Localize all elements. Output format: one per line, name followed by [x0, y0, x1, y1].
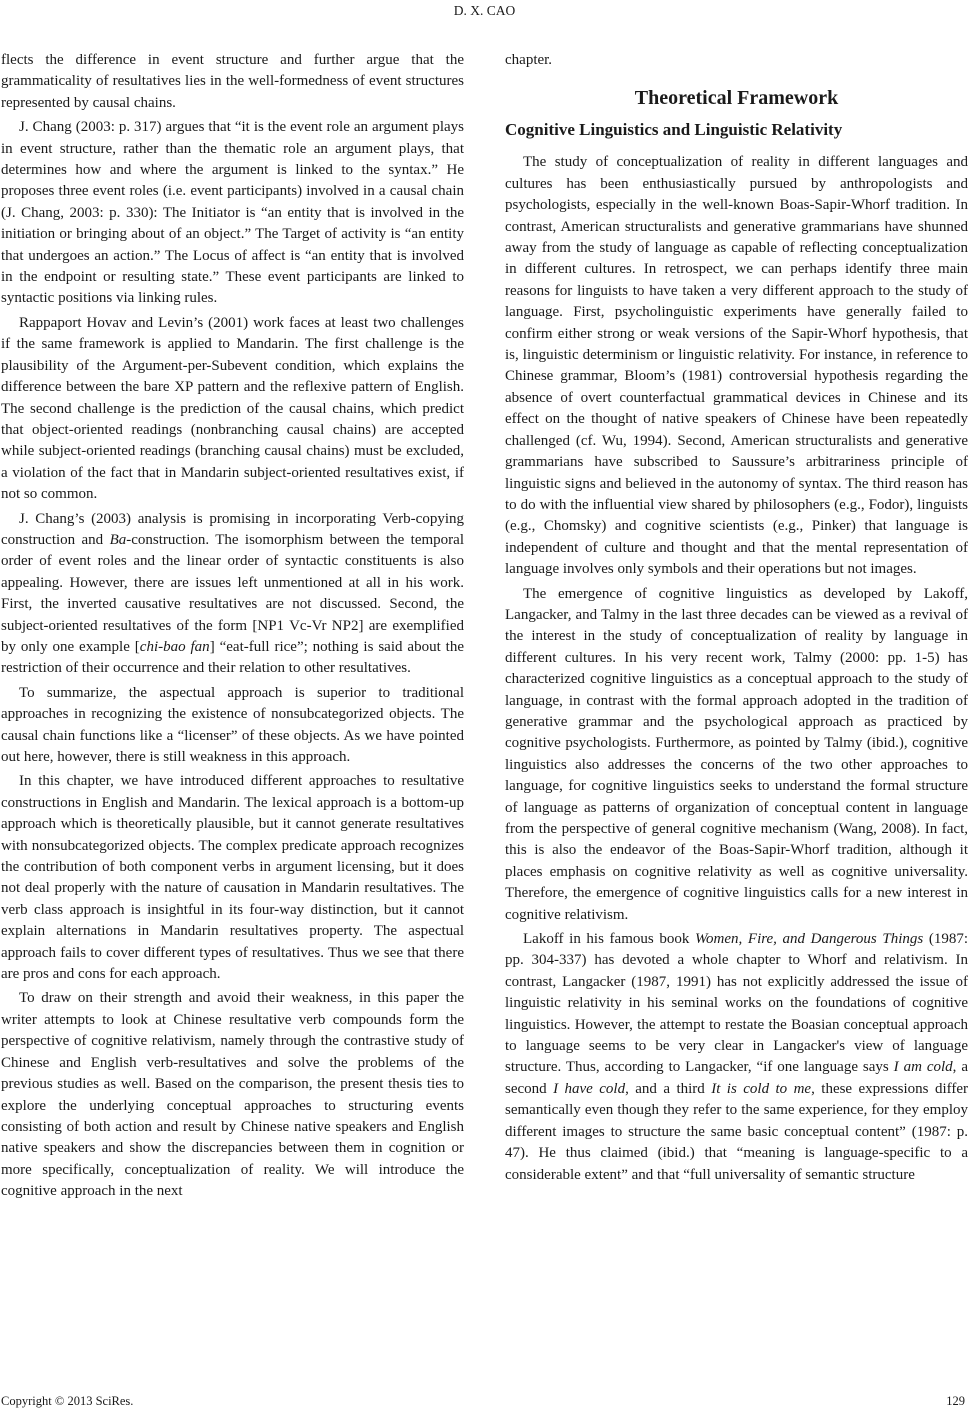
text-run: , and a third	[625, 1080, 712, 1097]
copyright-notice: Copyright © 2013 SciRes.	[1, 1394, 134, 1408]
right-column	[505, 50, 968, 1186]
paragraph-rappaport-challenges: Rappaport Hovav and Levin’s (2001) work faces at least two challenges if the same framework is applied to Mandarin. The first challenge is the plausibility of the Argument-per-Subevent condition, which explains the difference between the bare XP pattern and the reflexive pattern of English. The second challenge is the prediction of the causal chains, which predict that object-oriented readings (nonbranching causal chains) are accepted while subject-oriented readings (branching causal chains) must be excluded, a violation of the fact that in Mandarin subject-oriented resultatives exist, if not so common.	[1, 314, 464, 503]
italic-term: Ba	[109, 531, 127, 548]
text-run: , these expressions differ semantically even though they refer to the same experience, for they employ different images to structure the same basic conceptual content” (1987: p. 47). He thus claimed (ibid.) that “meaning is language-specific to a considerable extent” and that “full universality of semantic structure	[505, 1080, 968, 1183]
text-run: Lakoff in his famous book	[523, 931, 695, 948]
section-heading: Theoretical Framework	[634, 87, 839, 110]
paragraph-paper-aim: To draw on their strength and avoid their weakness, in this paper the writer attempts to look at Chinese resultative verb compounds form the perspective of cognitive relativism, namely through the contrastive study of Chinese and English verb-resultatives and solve the problems of the previous studies as well. Based on the comparison, the present thesis ties to explore the underlying conceptual approaches to structuring events consisting of both action and result by Chinese native speakers and English native speakers and show the discrepancies between them in cognition or more specifically, conceptualization of reality. We will introduce the cognitive approach in the next	[1, 990, 464, 1200]
text-run: J. Chang’s (2003) analysis is promising in incorporating Verb-copying construction and	[1, 510, 464, 548]
page-footer	[0, 1392, 969, 1412]
italic-term: chi-bao fan	[139, 638, 210, 655]
paragraph-emergence: The emergence of cognitive linguistics as developed by Lakoff, Langacker, and Talmy in the last three decades can be viewed as a revival of the interest in the study of conceptualization of reality by language in different cultures. In his very recent work, Talmy (2000: pp. 1-5) has characterized cognitive linguistics as a conceptual approach to the study of language, in contrast with the formal approach adopted in the tradition of generative grammar and the psychological approach as practiced by cognitive psychologists. Furthermore, as pointed by Talmy (ibid.), cognitive linguistics also addresses the concerns of the two other approaches to language, for cognitive linguistics seeks to understand the formal structure of language as patterns of organization of conceptual content in language from the perspective of general cognitive mechanism (Wang, 2008). In fact, this is also the endeavor of the Boas-Sapir-Whorf tradition, although it places emphasis on cognitive relativity as well as cognitive universality. Therefore, the emergence of cognitive linguistics calls for a new interest in cognitive relativism.	[505, 585, 968, 923]
running-header	[0, 0, 969, 30]
subsection-heading: Cognitive Linguistics and Linguistic Relativity	[505, 120, 843, 140]
paragraph-conceptualization: The study of conceptualization of reality in different languages and cultures has been enthusiastically pursued by anthropologists and psychologists, especially in the well-known Boas-Sapir-Whorf tradition. In contrast, American structuralists and generative grammarians have shunned away from the study of language as capable of reflecting conceptualization in different cultures. In retrospect, we can perhaps identify three main reasons for linguists to have taken a very different approach to the study of language. First, psycholinguistic experiments have generally failed to confirm either strong or weak versions of the Sapir-Whorf hypothesis, that is, linguistic determinism or linguistic relativity. For instance, in reference to Chinese grammar, Bloom’s (1981) controversial hypothesis regarding the absence of overt counterfactual grammatical devices in Chinese and its effect on the thought of native speakers of Chinese have been repeatedly challenged (cf. Wu, 1994). Second, American structuralists and generative grammarians have subscribed to Saussure’s arbitrariness principle of linguistic signs and believed in the autonomy of syntax. The third reason has to do with the influential view shared by philosophers (e.g., Fodor), linguists (e.g., Chomsky) and cognitive scientists (e.g., Pinker) that language is independent of culture and thought and that the mental representation of language involves only symbols and their operations but not images.	[505, 154, 968, 578]
paragraph-chang-analysis	[1, 509, 464, 680]
paragraph-chapter-review: In this chapter, we have introduced different approaches to resultative constructions in English and Mandarin. The lexical approach is a bottom-up approach which is theoretically plausible, but it cannot generate resultatives with nonsubcategorized objects. The complex predicate approach recognizes the contribution of both component verbs in argument licensing, but it does not deal properly with the nature of causation in Mandarin resultatives. The verb class approach is insightful in its four-way distinction, but it cannot explain alternations in Mandarin resultatives property. The aspectual approach fails to cover different types of resultatives. Thus we see that there are pros and cons for each approach.	[1, 773, 464, 983]
italic-example: It is cold to me	[711, 1080, 812, 1097]
text-run: , a second	[505, 1059, 968, 1097]
text-run: (1987: pp. 304-337) has devoted a whole chapter to Whorf and relativism. In contrast, Langacker (1987, 1991) has not explicitly addressed the issue of linguistic relativity in his seminal works on the foundations of cognitive linguistics. However, the attempt to restate the Boasian conceptual approach to language seems to be very clear in Langacker's view of language structure. Thus, according to Langacker, “if one language says	[505, 931, 968, 1076]
left-column	[1, 50, 464, 1203]
paragraph-continuation: flects the difference in event structure and further argue that the grammaticality of resultatives lies in the well-formedness of event structures represented by causal chains.	[1, 52, 464, 111]
paragraph-summary: To summarize, the aspectual approach is superior to traditional approaches in recognizing the existence of nonsubcategorized objects. The causal chain functions like a “licenser” of these objects. As we have pointed out here, however, there is still weakness in this approach.	[1, 684, 464, 765]
text-run: ] “eat-full rice”; nothing is said about the restriction of their occurrence and their relation to other resultatives.	[1, 638, 464, 677]
italic-example: I have cold	[553, 1080, 626, 1097]
paragraph-chang-event-roles: J. Chang (2003: p. 317) argues that “it is the event role an argument plays in event structure, rather than the thematic role an argument plays, that determines how and where the argument is linked to the syntax.” He proposes three event roles (i.e. event participants) involved in a causal chain (J. Chang, 2003: p. 330): The Initiator is “an entity that is involved in the initiation or bringing about of an object.” The Target of activity is “an entity that undergoes an action.” The Locus of affect is “an entity that is involved in the endpoint or resulting state.” These event participants are linked to syntactic positions via linking rules.	[1, 119, 464, 307]
page-number: 129	[946, 1394, 965, 1408]
paragraph-lakoff-langacker	[505, 929, 968, 1186]
text-run: -construction. The isomorphism between the temporal order of event roles and the linear order of syntactic constituents is also appealing. However, there are issues left unmentioned at all in his work. First, the inverted causative resultatives are not discussed. Second, the subject-oriented resultatives of the form [NP1 Vc-Vr NP2] are exemplified by only one example [	[1, 531, 464, 655]
paragraph-carryover: chapter.	[505, 52, 553, 68]
header-author: D. X. CAO	[453, 3, 516, 18]
italic-example: I am cold	[893, 1059, 953, 1076]
book-title: Women, Fire, and Dangerous Things	[694, 931, 924, 948]
